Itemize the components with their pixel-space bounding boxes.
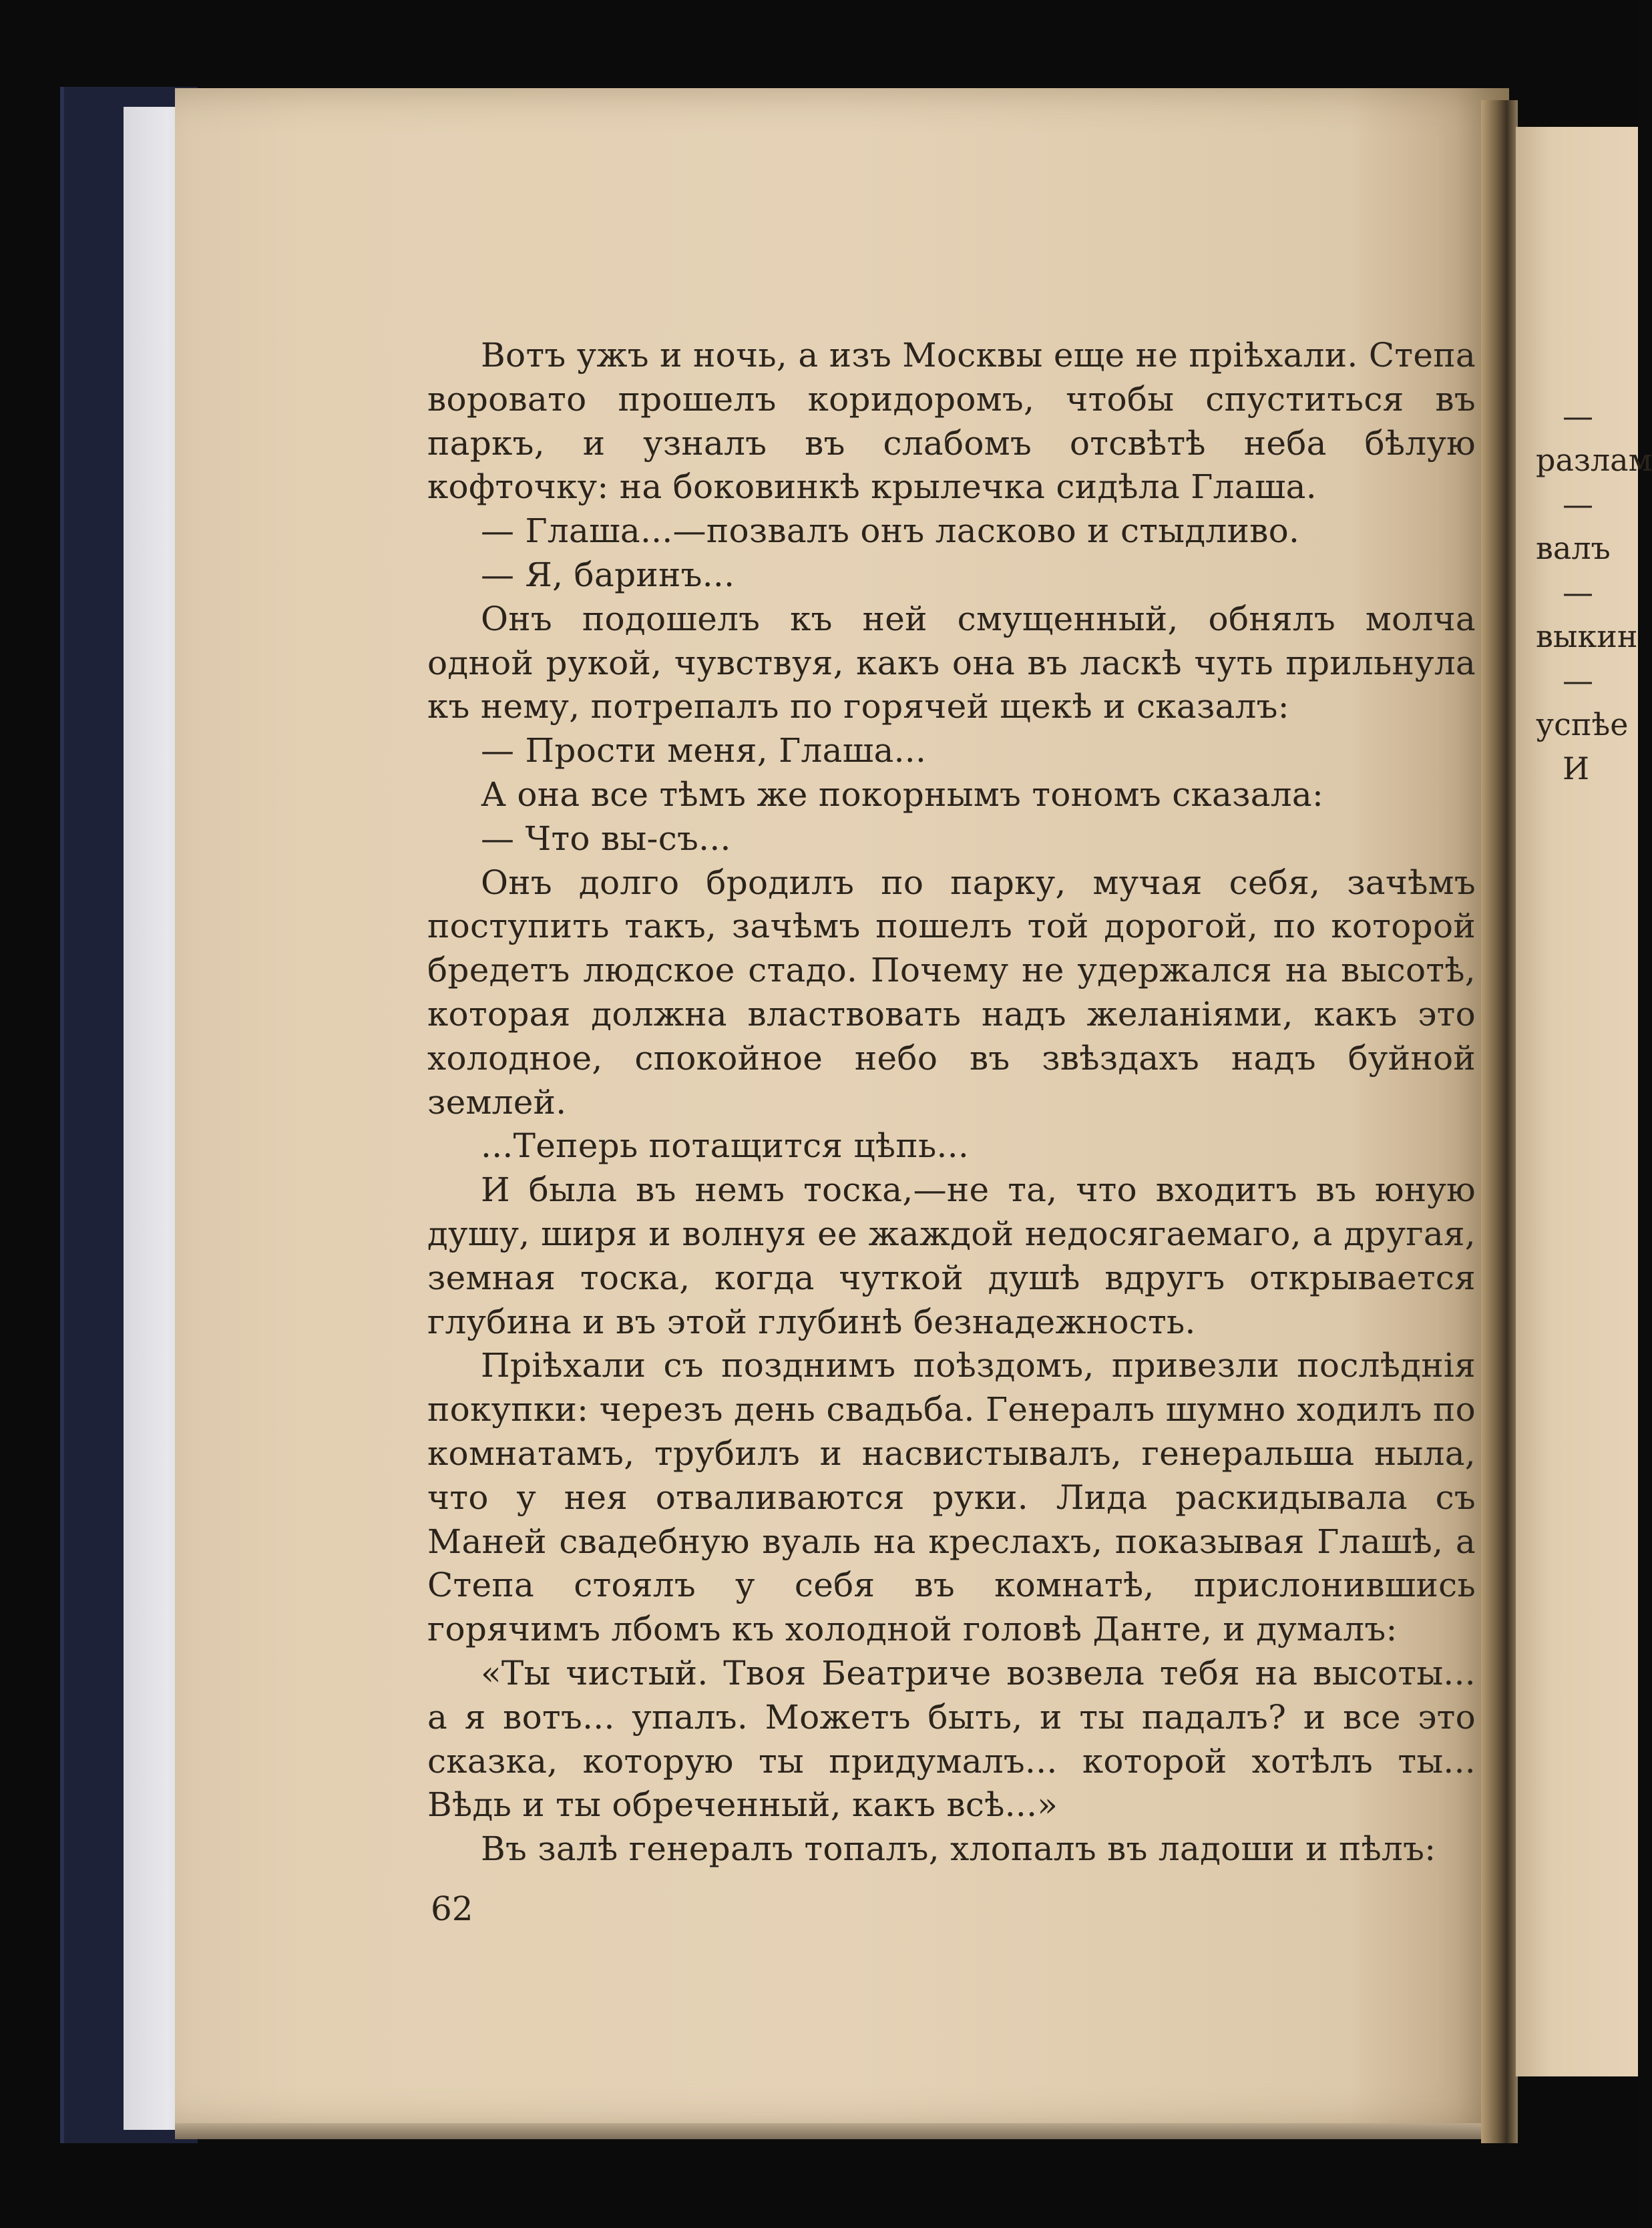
next-page-fragments	[1536, 394, 1652, 791]
paragraph: ...Теперь потащится цѣпь...	[481, 1126, 970, 1166]
paragraph: А она все тѣмъ же покорнымъ тономъ сказала:	[481, 774, 1324, 814]
paragraph: — Глаша...—позвалъ онъ ласково и стыдливо.	[481, 511, 1300, 551]
fragment-line: разлам	[1536, 442, 1652, 478]
paragraph: И была въ немъ тоска,—не та, что входитъ въ юную душу, ширя и волнуя ее жаждой недосягаемаго, а другая, земная тоска, когда чуткой душѣ вдругъ открывается глубина и въ этой глубинѣ безнадежность.	[427, 1170, 1476, 1341]
fragment-line: выкин	[1536, 618, 1638, 654]
paragraph: Онъ подошелъ къ ней смущенный, обнялъ молча одной рукой, чувствуя, какъ она въ ласкѣ чуть прильнула къ нему, потрепалъ по горячей щекѣ и сказалъ:	[427, 599, 1476, 726]
paragraph: «Ты чистый. Твоя Беатриче возвела тебя на высоты... а я вотъ... упалъ. Можетъ быть, и ты падалъ? и все это сказка, которую ты придумалъ... которой хотѣлъ ты... Вѣдь и ты обреченный, какъ всѣ...»	[427, 1653, 1476, 1825]
page-number: 62	[431, 1889, 473, 1928]
paragraph: Онъ долго бродилъ по парку, мучая себя, зачѣмъ поступить такъ, зачѣмъ пошелъ той дорогой, по которой бредетъ людское стадо. Почему не удержался на высотѣ, которая должна властвовать надъ желаніями, какъ это холодное, спокойное небо въ звѣздахъ надъ буйной землей.	[427, 863, 1476, 1122]
book-gutter	[1481, 100, 1518, 2143]
fragment-line: —	[1563, 486, 1593, 522]
fragment-line: —	[1563, 398, 1593, 434]
fragment-line: —	[1563, 574, 1593, 610]
fragment-line: успѣе	[1536, 706, 1629, 742]
paragraph: Въ залѣ генералъ топалъ, хлопалъ въ ладоши и пѣлъ:	[481, 1829, 1436, 1869]
paragraph: — Что вы-съ...	[481, 819, 731, 858]
fragment-line: валъ	[1536, 530, 1611, 566]
page-bottom-edge	[175, 2123, 1509, 2139]
fragment-line: И	[1563, 750, 1590, 787]
fragment-line: —	[1563, 662, 1593, 698]
paragraph: — Я, баринъ...	[481, 555, 735, 594]
paragraph: — Прости меня, Глаша...	[481, 731, 927, 770]
paragraph: Вотъ ужъ и ночь, а изъ Москвы еще не пріѣхали. Степа воровато прошелъ коридоромъ, чтобы спуститься въ паркъ, и узналъ въ слабомъ отсвѣтѣ неба бѣлую кофточку: на боковинкѣ крылечка сидѣла Глаша.	[427, 336, 1476, 507]
page-text	[427, 334, 1476, 1871]
paragraph: Пріѣхали съ позднимъ поѣздомъ, привезли послѣднія покупки: черезъ день свадьба. Генералъ шумно ходилъ по комнатамъ, трубилъ и насвистывалъ, генеральша ныла, что у нея отваливаются руки. Лида раскидывала съ Маней свадебную вуаль на креслахъ, показывая Глашѣ, а Степа стоялъ у себя въ комнатѣ, прислонившись горячимъ лбомъ къ холодной головѣ Данте, и думалъ:	[427, 1346, 1476, 1649]
